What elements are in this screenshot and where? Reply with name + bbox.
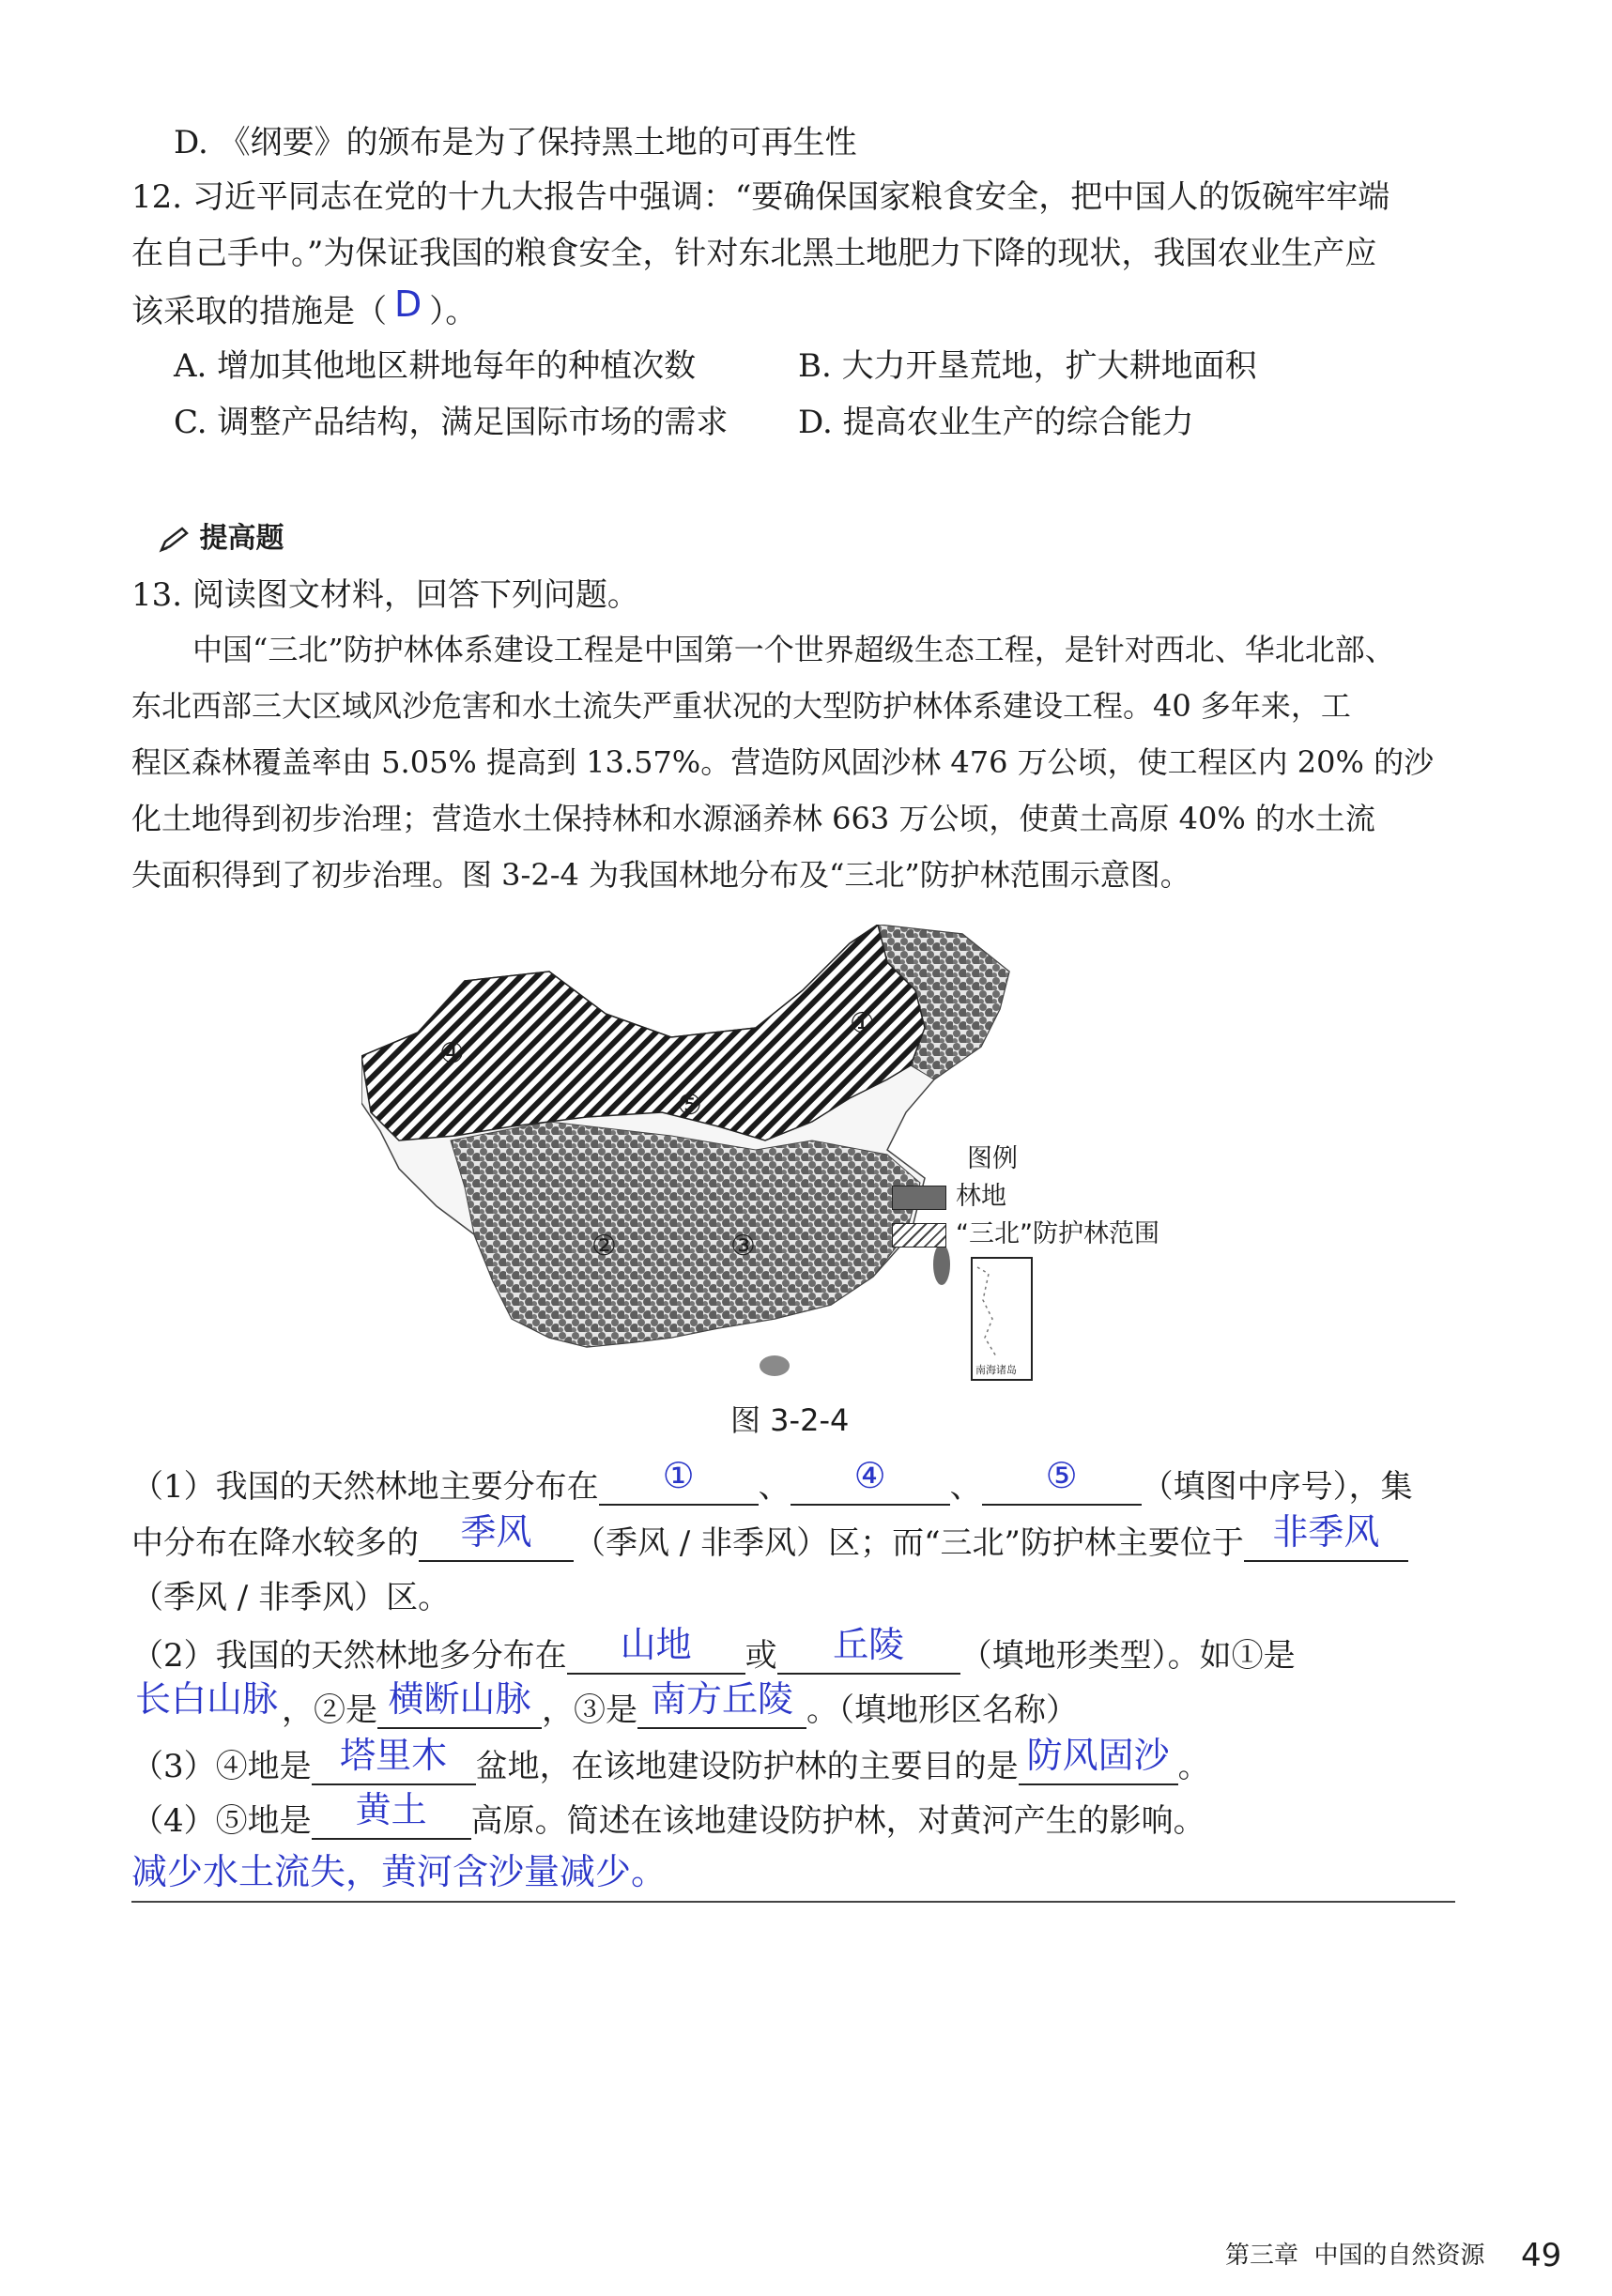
- p2-blank-2: [777, 1624, 960, 1675]
- legend-title: 图例: [967, 1144, 1018, 1173]
- page-number: 49: [1521, 2237, 1562, 2274]
- p2-text-5: ，③是: [542, 1691, 637, 1729]
- pencil-icon: [158, 526, 190, 554]
- p2-blank-5: [637, 1678, 806, 1729]
- p2-answer-5: 南方丘陵: [650, 1678, 793, 1720]
- q13-part4-answer-line: [131, 1849, 667, 1896]
- legend-forest-label: 林地: [956, 1182, 1006, 1211]
- q12-line-2: 在自己手中。”为保证我国的粮食安全，针对东北黑土地肥力下降的现状，我国农业生产应: [131, 235, 1377, 272]
- p1-answer-2: ④: [853, 1455, 886, 1496]
- inset-label: 南海诸岛: [975, 1364, 1017, 1376]
- p2-text-1: （2）我国的天然林地多分布在: [131, 1637, 567, 1675]
- p3-blank-1: [312, 1735, 476, 1785]
- footer-chapter: [1225, 2237, 1485, 2274]
- section-title: 提高题: [199, 522, 284, 555]
- footer-chapter-label: 第三章: [1225, 2242, 1299, 2270]
- legend-sanbei-label: “三北”防护林范围: [956, 1219, 1159, 1248]
- p4-blank-1: [312, 1789, 471, 1840]
- figure-caption: 图 3-2-4: [730, 1402, 850, 1438]
- p4-answer-1: 黄土: [355, 1789, 427, 1830]
- q12-option-d: D. 提高农业生产的综合能力: [798, 404, 1194, 441]
- p1-sep-1: 、: [758, 1468, 791, 1506]
- forest-zone-south: [451, 1122, 920, 1347]
- footer-title: 中国的自然资源: [1313, 2242, 1485, 2270]
- q12-prefix: 该采取的措施是（: [131, 293, 387, 330]
- p4-text-1: （4）⑤地是: [131, 1802, 312, 1840]
- p1-blank-5: [1244, 1511, 1408, 1562]
- p1-blank-2: [791, 1455, 950, 1506]
- q13-part4: [131, 1789, 1205, 1844]
- legend-forest-swatch: [892, 1186, 946, 1210]
- p2-answer-3: 长白山脉: [134, 1678, 278, 1720]
- p1-answer-5: 非季风: [1272, 1511, 1380, 1553]
- p1-answer-1: ①: [662, 1455, 695, 1496]
- marker-4: ④: [439, 1037, 465, 1070]
- p2-text-6: 。（填地形区名称）: [806, 1691, 1078, 1729]
- p1-text-3: 中分布在降水较多的: [131, 1524, 419, 1562]
- q12-line-3: [131, 283, 478, 334]
- marker-5: ⑤: [677, 1089, 702, 1122]
- p2-blank-3: [131, 1678, 282, 1727]
- p1-text-1: （1）我国的天然林地主要分布在: [131, 1468, 599, 1506]
- q13-para-line-3: 程区森林覆盖率由 5.05% 提高到 13.57%。营造防风固沙林 476 万公顷，使工程区内 20% 的沙: [131, 744, 1435, 780]
- marker-1: ①: [850, 1007, 875, 1040]
- hainan-island: [760, 1355, 790, 1376]
- p1-answer-4: 季风: [460, 1511, 532, 1553]
- q13-part1-line3: （季风 / 非季风）区。: [131, 1579, 451, 1616]
- p2-answer-2: 丘陵: [833, 1624, 905, 1665]
- p2-text-2: 或: [745, 1637, 777, 1675]
- q12-option-a: A. 增加其他地区耕地每年的种植次数: [174, 347, 697, 385]
- p1-blank-4: [419, 1511, 574, 1562]
- p2-blank-1: [567, 1624, 745, 1675]
- q13-part2-line2: [131, 1678, 1078, 1733]
- q13-para-line-2: 东北西部三大区域风沙危害和水土流失严重状况的大型防护林体系建设工程。40 多年来，工: [131, 688, 1351, 724]
- section-heading: [158, 514, 284, 556]
- answer-rule: [131, 1901, 1455, 1903]
- map-legend: [892, 1140, 1159, 1253]
- p3-answer-2: 防风固沙: [1026, 1735, 1170, 1776]
- q13-para-line-5: 失面积得到了初步治理。图 3-2-4 为我国林地分布及“三北”防护林范围示意图。: [131, 857, 1190, 893]
- q12-answer: D: [394, 283, 422, 325]
- legend-sanbei-swatch: [892, 1223, 946, 1247]
- p2-answer-1: 山地: [620, 1624, 692, 1665]
- p1-text-2: （填图中序号），集: [1141, 1468, 1413, 1506]
- q13-part2-line1: [131, 1624, 1296, 1678]
- q12-line-1: 12. 习近平同志在党的十九大报告中强调：“要确保国家粮食安全，把中国人的饭碗牢牢端: [131, 178, 1390, 216]
- p3-blank-2: [1019, 1735, 1178, 1785]
- q13-part1-line2: [131, 1511, 1408, 1566]
- p3-text-2: 盆地，在该地建设防护林的主要目的是: [475, 1748, 1019, 1785]
- q13-para-line-4: 化土地得到初步治理；营造水土保持林和水源涵养林 663 万公顷，使黄土高原 40% 的水土流: [131, 801, 1375, 836]
- p2-blank-4: [377, 1678, 542, 1729]
- q12-option-b: B. 大力开垦荒地，扩大耕地面积: [798, 347, 1257, 385]
- q13-para-line-1: 中国“三北”防护林体系建设工程是中国第一个世界超级生态工程，是针对西北、华北北部、: [192, 632, 1395, 667]
- p2-text-3: （填地形类型）。如①是: [960, 1637, 1296, 1675]
- p3-answer-1: 塔里木: [340, 1735, 448, 1776]
- p2-answer-4: 横断山脉: [388, 1678, 531, 1720]
- q12-suffix: ）。: [429, 293, 478, 330]
- p1-sep-2: 、: [949, 1468, 982, 1506]
- marker-3: ③: [730, 1230, 756, 1263]
- q13-stem: 13. 阅读图文材料，回答下列问题。: [131, 576, 639, 614]
- marker-2: ②: [591, 1230, 617, 1263]
- p1-blank-1: [599, 1455, 759, 1506]
- q12-option-c: C. 调整产品结构，满足国际市场的需求: [174, 404, 729, 441]
- china-forest-map: [361, 925, 1263, 1394]
- p1-blank-3: [982, 1455, 1142, 1506]
- p3-text-3: 。: [1177, 1748, 1210, 1785]
- legend-forest-row: [892, 1178, 1159, 1216]
- q13-part1-line1: [131, 1455, 1413, 1509]
- p2-text-4: ，②是: [282, 1691, 377, 1729]
- q13-part3: [131, 1735, 1210, 1789]
- p4-text-2: 高原。简述在该地建设防护林，对黄河产生的影响。: [470, 1802, 1205, 1840]
- legend-sanbei-row: [892, 1216, 1159, 1253]
- p4-answer-2: 减少水土流失，黄河含沙量减少。: [131, 1851, 668, 1892]
- q11-option-d: D. 《纲要》的颁布是为了保持黑土地的可再生性: [174, 124, 857, 161]
- p1-answer-3: ⑤: [1045, 1455, 1078, 1496]
- p3-text-1: （3）④地是: [131, 1748, 312, 1785]
- p1-text-4: （季风 / 非季风）区；而“三北”防护林主要位于: [574, 1524, 1244, 1562]
